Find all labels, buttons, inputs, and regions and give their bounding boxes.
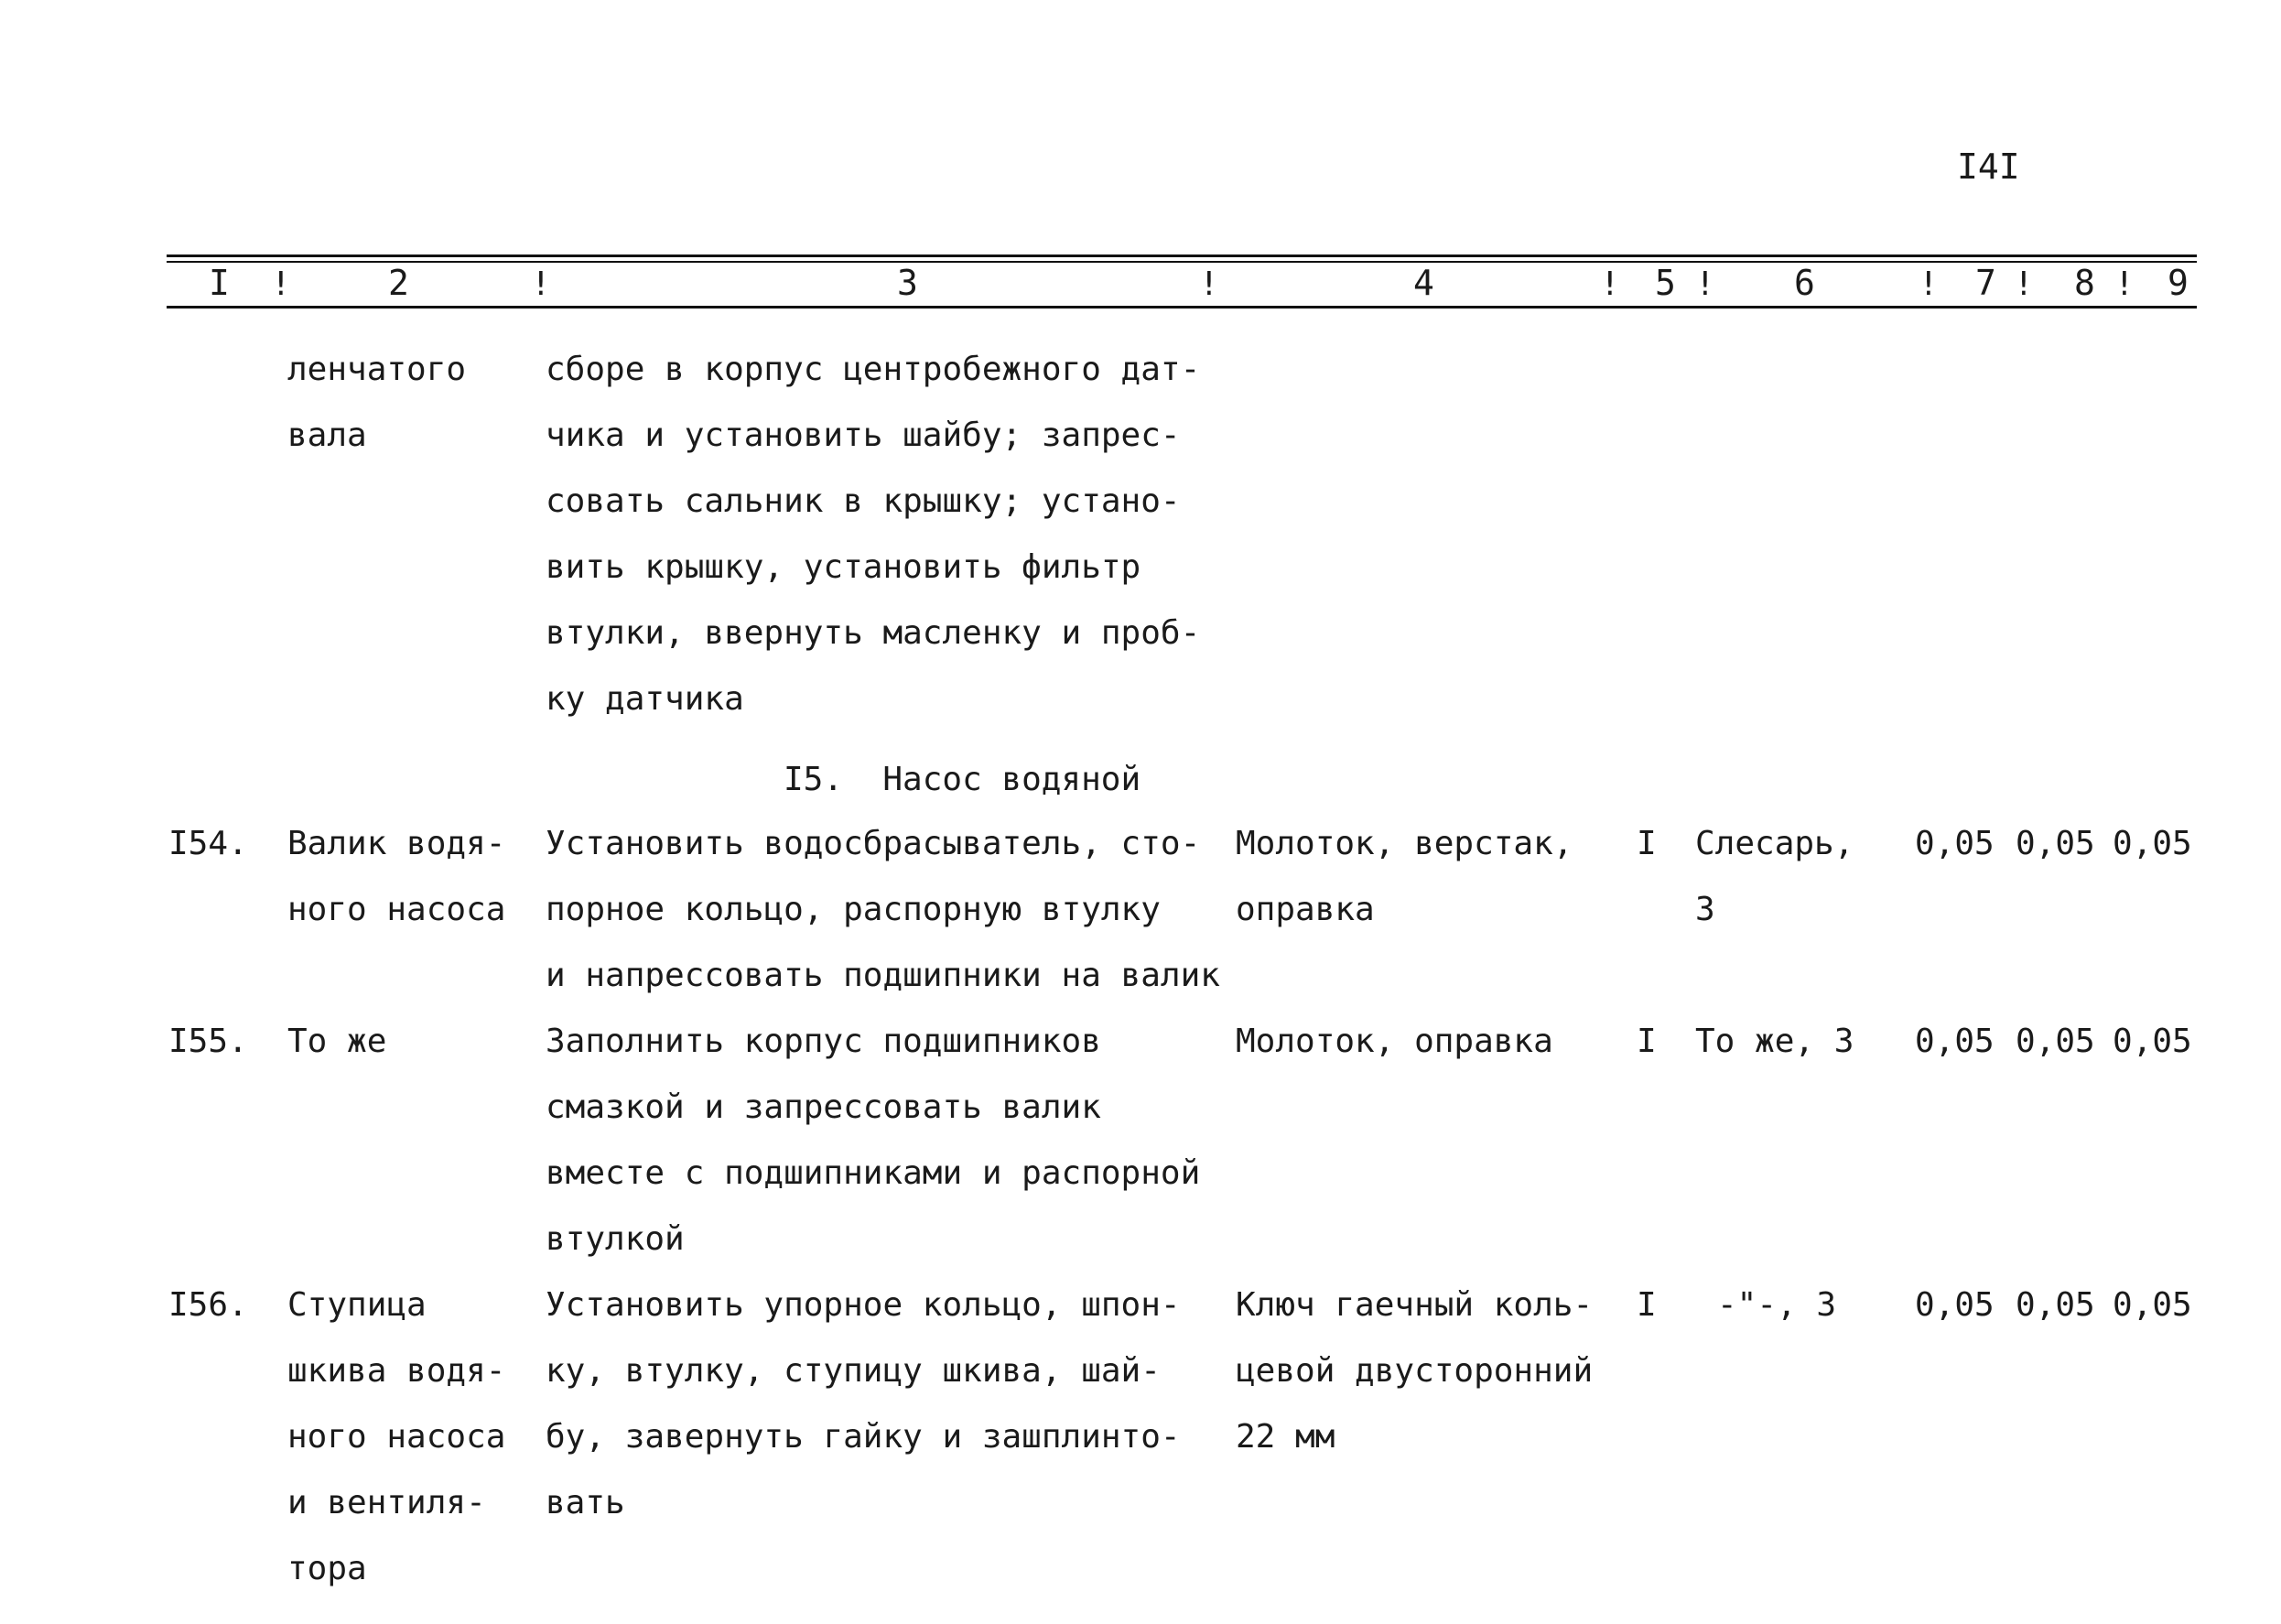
column-header-7: 7 (1975, 263, 1996, 303)
column-header-3: 3 (897, 263, 918, 303)
row-number: I54. (168, 825, 248, 862)
column-separator: ! (1695, 265, 1715, 303)
column-header-2: 2 (388, 263, 409, 303)
column-separator: ! (2114, 265, 2135, 303)
column-header-1: I (209, 263, 230, 303)
table-header-bottom-rule (167, 306, 2197, 309)
page-number: I4I (1957, 146, 2020, 187)
table-top-rule (167, 254, 2197, 257)
row-number: I56. (168, 1286, 248, 1324)
column-header-8: 8 (2074, 263, 2095, 303)
column-header-5: 5 (1655, 263, 1676, 303)
column-header-4: 4 (1413, 263, 1434, 303)
column-separator: ! (2014, 265, 2034, 303)
column-separator: ! (531, 265, 551, 303)
section-title: I5. Насос водяной (784, 761, 1141, 798)
column-header-6: 6 (1794, 263, 1815, 303)
column-separator: ! (1600, 265, 1620, 303)
table-top-rule-secondary (167, 261, 2197, 263)
column-separator: ! (271, 265, 291, 303)
column-separator: ! (1199, 265, 1219, 303)
row-number: I55. (168, 1023, 248, 1060)
column-header-9: 9 (2167, 263, 2189, 303)
column-separator: ! (1919, 265, 1939, 303)
